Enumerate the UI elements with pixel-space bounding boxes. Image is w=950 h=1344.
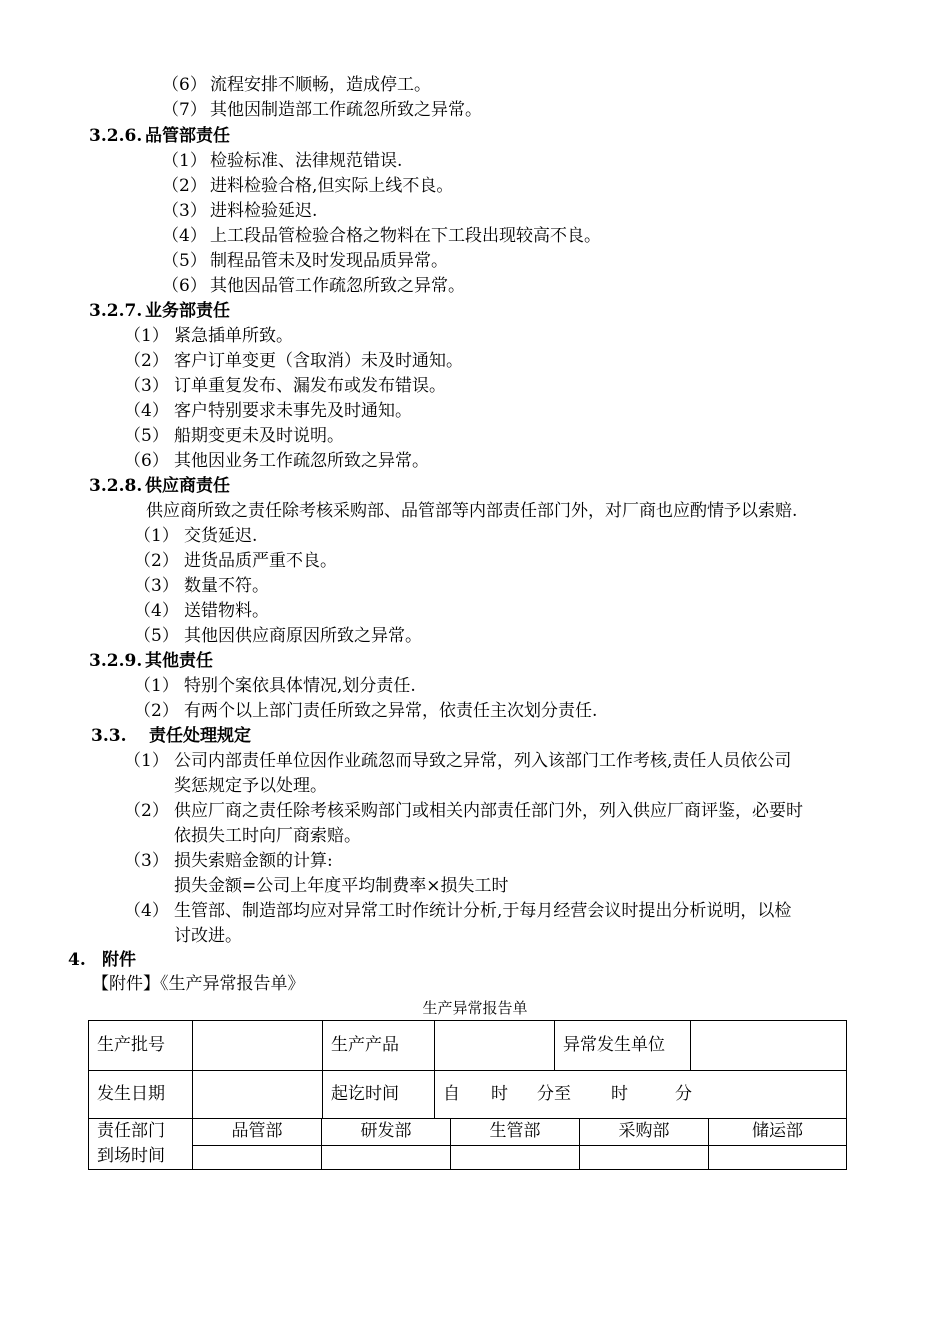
list-item: （2） 进货品质严重不良。: [134, 551, 337, 571]
list-item: （1） 特别个案依具体情况,划分责任.: [134, 676, 416, 696]
table-row: [89, 1119, 847, 1146]
period-label: 起讫时间: [323, 1071, 435, 1119]
list-item: （1） 公司内部责任单位因作业疏忽而导致之异常，列入该部门工作考核,责任人员依公司: [124, 751, 792, 771]
list-item: （4） 上工段品管检验合格之物料在下工段出现较高不良。: [162, 226, 601, 246]
list-item: （3） 数量不符。: [134, 576, 269, 596]
list-item: （7） 其他因制造部工作疏忽所致之异常。: [162, 100, 482, 120]
arrival-time-field[interactable]: [322, 1145, 451, 1169]
section-heading-3-3: 3.3. 责任处理规定: [91, 726, 251, 746]
list-item: （1） 检验标准、法律规范错误.: [162, 151, 403, 171]
dept-header: 生管部: [451, 1119, 580, 1146]
list-item: （2） 进料检验合格,但实际上线不良。: [162, 176, 454, 196]
list-item: （6） 其他因业务工作疏忽所致之异常。: [124, 451, 429, 471]
list-item: （4） 客户特别要求未事先及时通知。: [124, 401, 412, 421]
list-item: （5） 其他因供应商原因所致之异常。: [134, 626, 422, 646]
list-item: （4） 送错物料。: [134, 601, 269, 621]
dept-header: 储运部: [709, 1119, 847, 1146]
list-item: （5） 船期变更未及时说明。: [124, 426, 344, 446]
unit-field[interactable]: [691, 1021, 847, 1071]
list-item: （3） 损失索赔金额的计算:: [124, 851, 333, 871]
list-item: （6） 其他因品管工作疏忽所致之异常。: [162, 276, 465, 296]
department-arrival-table: [88, 1118, 847, 1170]
dept-header: 研发部: [322, 1119, 451, 1146]
arrival-time-field[interactable]: [709, 1145, 847, 1169]
list-item: （2） 客户订单变更（含取消）未及时通知。: [124, 351, 463, 371]
form-title: 生产异常报告单: [422, 999, 528, 1017]
section-heading-3-2-8: 3.2.8. 供应商责任: [89, 476, 230, 496]
list-item: （5） 制程品管未及时发现品质异常。: [162, 251, 448, 271]
product-label: 生产产品: [323, 1021, 435, 1071]
list-item: （3） 订单重复发布、漏发布或发布错误。: [124, 376, 446, 396]
list-item: （4） 生管部、制造部均应对异常工时作统计分析,于每月经营会议时提出分析说明，以检: [124, 901, 792, 921]
list-item: （2） 有两个以上部门责任所致之异常，依责任主次划分责任.: [134, 701, 598, 721]
dept-header: 品管部: [193, 1119, 322, 1146]
list-item-continuation: 损失金额=公司上年度平均制费率×损失工时: [174, 876, 509, 896]
arrival-time-field[interactable]: [580, 1145, 709, 1169]
list-item: （3） 进料检验延迟.: [162, 201, 318, 221]
section-intro: 供应商所致之责任除考核采购部、品管部等内部责任部门外，对厂商也应酌情予以索赔.: [146, 501, 798, 521]
section-heading-4: 4. 附件: [68, 950, 136, 970]
table-row: [89, 1145, 847, 1169]
section-heading-3-2-9: 3.2.9. 其他责任: [89, 651, 213, 671]
dept-label-cell: 责任部门 到场时间: [89, 1119, 193, 1170]
table-row: [89, 1071, 847, 1119]
list-item: （1） 交货延迟.: [134, 526, 258, 546]
arrival-time-field[interactable]: [193, 1145, 322, 1169]
attachment-line: 【附件】《生产异常报告单》: [92, 974, 305, 994]
unit-label: 异常发生单位: [555, 1021, 691, 1071]
section-heading-3-2-6: 3.2.6. 品管部责任: [89, 126, 230, 146]
product-field[interactable]: [435, 1021, 555, 1071]
list-item-continuation: 奖惩规定予以处理。: [174, 776, 327, 796]
date-label: 发生日期: [89, 1071, 193, 1119]
section-heading-3-2-7: 3.2.7. 业务部责任: [89, 301, 230, 321]
dept-header: 采购部: [580, 1119, 709, 1146]
list-item-continuation: 讨改进。: [174, 926, 242, 946]
list-item: （6） 流程安排不顺畅，造成停工。: [162, 75, 431, 95]
period-field[interactable]: 自 时 分至 时 分: [435, 1071, 847, 1119]
abnormal-report-form: [88, 1020, 847, 1119]
list-item: （1） 紧急插单所致。: [124, 326, 293, 346]
list-item: （2） 供应厂商之责任除考核采购部门或相关内部责任部门外，列入供应厂商评鉴，必要时: [124, 801, 803, 821]
batch-field[interactable]: [193, 1021, 323, 1071]
arrival-time-field[interactable]: [451, 1145, 580, 1169]
list-item-continuation: 依损失工时向厂商索赔。: [174, 826, 361, 846]
batch-label: 生产批号: [89, 1021, 193, 1071]
date-field[interactable]: [193, 1071, 323, 1119]
table-row: [89, 1021, 847, 1071]
